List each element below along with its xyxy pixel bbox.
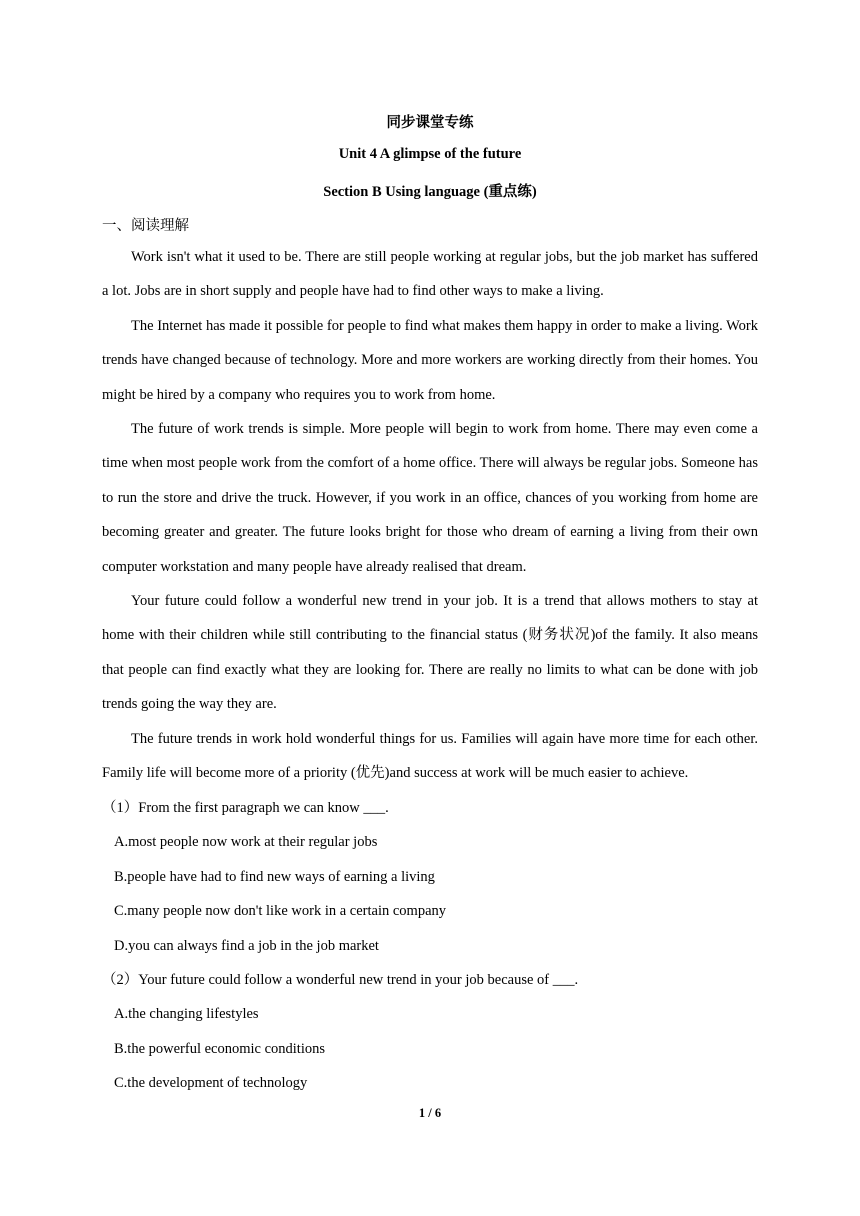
passage-paragraph-3: The future of work trends is simple. More people will begin to work from home. There may even come a time when most people work from the comfort of a home office. There will always be regular jobs. Someone has to run the store and drive the truck. However, if you work in an office, chances of you working from home are becoming greater and greater. The future looks bright for those who dream of earning a living from their own computer workstation and many people have already realised that dream. xyxy=(102,421,758,575)
unit-title: Unit 4 A glimpse of the future xyxy=(338,146,522,162)
question-list xyxy=(102,791,758,1101)
part-heading: 一、阅读理解 xyxy=(102,218,189,234)
question-stem: （2）Your future could follow a wonderful new trend in your job because of ___. xyxy=(102,972,579,989)
document-title: 同步课堂专练 xyxy=(386,115,474,131)
passage-paragraph-4: Your future could follow a wonderful new trend in your job. It is a trend that allows mothers to stay at home with their children while still contributing to the financial status (财务状况)of the family. It also means that people can find exactly what they are looking for. There are really no limits to what can be done with job trends going the way they are. xyxy=(102,593,758,713)
section-title: Section B Using language (重点练) xyxy=(323,184,537,200)
question-option: A.most people now work at their regular jobs xyxy=(114,834,378,851)
question-option: C.many people now don't like work in a certain company xyxy=(114,903,446,920)
question-option: C.the development of technology xyxy=(114,1075,308,1092)
question-option: B.the powerful economic conditions xyxy=(114,1040,326,1057)
passage-paragraph-1: Work isn't what it used to be. There are still people working at regular jobs, but the job market has suffered a lot. Jobs are in short supply and people have had to find other ways to make a living. xyxy=(102,249,758,300)
question-stem: （1）From the first paragraph we can know ___. xyxy=(102,800,389,816)
question-1 xyxy=(102,791,758,963)
question-option: A.the changing lifestyles xyxy=(114,1006,259,1023)
question-2 xyxy=(102,963,758,1101)
question-option: D.you can always find a job in the job market xyxy=(114,937,379,954)
passage-paragraph-5: The future trends in work hold wonderful things for us. Families will again have more time for each other. Family life will become more of a priority (优先)and success at work will be much easier to achieve. xyxy=(102,730,758,782)
reading-passage xyxy=(102,240,758,791)
question-option: B.people have had to find new ways of earning a living xyxy=(114,868,435,885)
passage-paragraph-2: The Internet has made it possible for people to find what makes them happy in order to make a living. Work trends have changed because of technology. More and more workers are working directly from their homes. You might be hired by a company who requires you to work from home. xyxy=(102,317,758,403)
page-number: 1 / 6 xyxy=(418,1106,442,1120)
